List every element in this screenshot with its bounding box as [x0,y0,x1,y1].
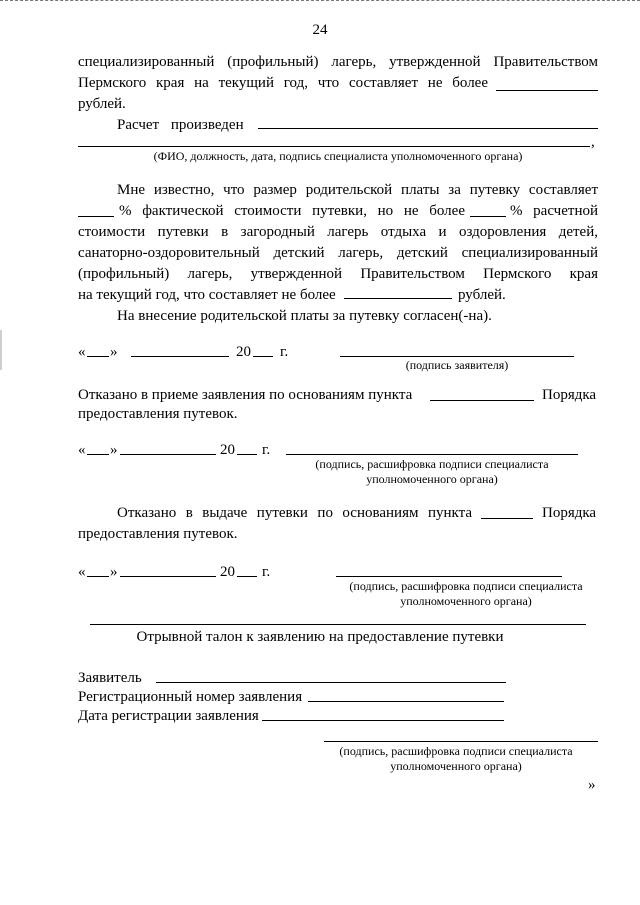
applicant-signature-caption: (подпись заявителя) [405,358,509,372]
refusal2-caption-1: (подпись, расшифровка подписи специалиста [349,579,583,593]
coupon-reg-date-label: Дата регистрации заявления [78,708,259,724]
date1-year-suffix: г. [280,344,289,360]
refusal1-signature-line [286,454,578,455]
date3-open-quote: « [78,564,86,580]
refusal2-clause-blank [481,518,533,519]
refusal1-line1b: Порядка [542,387,597,403]
refusal1-caption-2: уполномоченного органа) [366,472,498,486]
coupon-signature-line [324,741,598,742]
p2-line6: на текущий год, что составляет не более [78,287,336,303]
date3-month-blank [120,576,216,577]
date1-close-quote: » [110,344,118,360]
refusal2-line1a: Отказано в выдаче путевки по основаниям пункта [117,505,472,521]
date3-year-suffix: г. [262,564,271,580]
coupon-applicant-label: Заявитель [78,670,142,686]
calc-comma: , [591,134,595,150]
date2-open-quote: « [78,442,86,458]
date2-year-suffix: г. [262,442,271,458]
p2-percent-blank-1 [78,216,114,217]
p2-line1: Мне известно, что размер родительской платы за путевку составляет [117,182,598,198]
date3-year-blank [237,576,257,577]
refusal2-line1b: Порядка [542,505,597,521]
date1-day-blank [87,356,109,357]
date2-year-blank [237,454,257,455]
coupon-end-quote: » [588,777,596,793]
date2-day-blank [87,454,109,455]
p2-line2a: % фактической стоимости путевки, но не более [119,203,465,219]
p2-line4: санаторно-оздоровительный детский лагерь, детский специализированный [78,245,598,261]
date1-month-blank [131,356,229,357]
tear-off-line [90,624,586,625]
refusal1-line1a: Отказано в приеме заявления по основаниям пункта [78,387,413,403]
p2-line5: (профильный) лагерь, утвержденной Правительством Пермского края [78,266,598,282]
date1-year-blank [253,356,273,357]
date1-year: 20 [236,344,251,360]
refusal1-line2: предоставления путевок. [78,406,238,422]
p1-line1: специализированный (профильный) лагерь, утвержденной Правительством [78,54,598,70]
coupon-reg-number-blank [308,701,504,702]
page-number: 24 [312,22,328,38]
date3-close-quote: » [110,564,118,580]
date3-day-blank [87,576,109,577]
calc-label: Расчет произведен [117,117,244,133]
date3-year: 20 [220,564,235,580]
calc-caption: (ФИО, должность, дата, подпись специалиста уполномоченного органа) [153,149,523,163]
applicant-signature-line [340,356,574,357]
date1-open-quote: « [78,344,86,360]
refusal2-caption-2: уполномоченного органа) [400,594,532,608]
coupon-caption-2: уполномоченного органа) [390,759,522,773]
refusal2-line2: предоставления путевок. [78,526,238,542]
p2-line7: На внесение родительской платы за путевку согласен(-на). [117,308,492,324]
p1-line2: Пермского края на текущий год, что составляет не более [78,75,488,91]
coupon-reg-date-blank [262,720,504,721]
coupon-title: Отрывной талон к заявлению на предоставление путевки [136,629,504,645]
p2-line2b: % расчетной [510,203,598,219]
p2-line6b: рублей. [458,287,506,303]
refusal1-clause-blank [430,400,534,401]
coupon-reg-number-label: Регистрационный номер заявления [78,689,303,705]
date2-year: 20 [220,442,235,458]
calc-blank-2 [78,146,590,147]
p2-line3: стоимости путевки в загородный лагерь отдыха и оздоровления детей, [78,224,598,240]
refusal2-signature-line [336,576,562,577]
scan-edge-mark [0,330,2,370]
p2-amount-blank [344,298,452,299]
coupon-caption-1: (подпись, расшифровка подписи специалиста [339,744,573,758]
calc-blank [258,128,598,129]
coupon-applicant-blank [156,682,506,683]
date2-close-quote: » [110,442,118,458]
refusal1-caption-1: (подпись, расшифровка подписи специалиста [315,457,549,471]
p2-percent-blank-2 [470,216,506,217]
scan-top-edge [0,0,640,7]
p1-amount-blank [496,90,598,91]
date2-month-blank [120,454,216,455]
p1-line3: рублей. [78,96,126,112]
